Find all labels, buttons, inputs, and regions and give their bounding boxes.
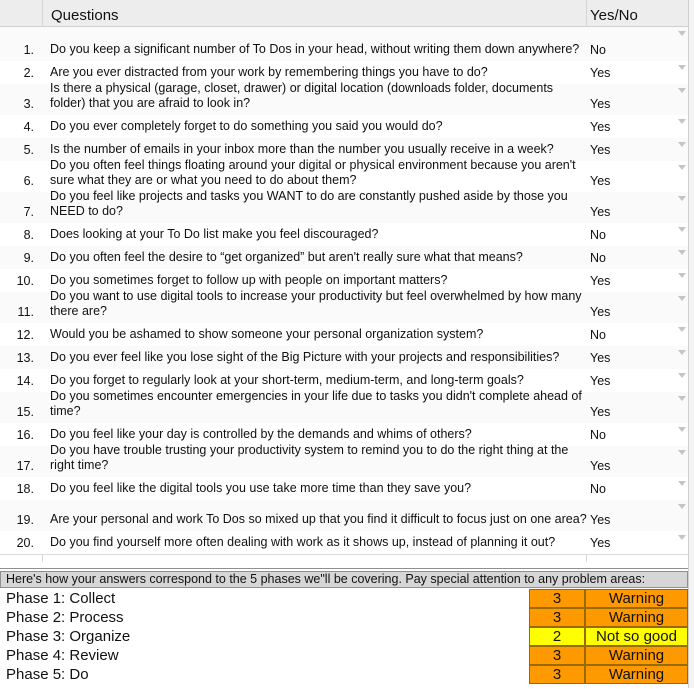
question-row xyxy=(0,531,694,555)
question-text: Are you ever distracted from your work by remembering things you have to do? xyxy=(50,65,488,79)
question-number: 9. xyxy=(23,251,34,265)
question-text: Do you sometimes encounter emergencies in your life due to tasks you didn't complete ahead of time? xyxy=(50,389,582,418)
dropdown-arrow-icon[interactable] xyxy=(678,296,686,301)
phase-row xyxy=(0,665,688,684)
dropdown-arrow-icon[interactable] xyxy=(678,196,686,201)
answer-value[interactable]: Yes xyxy=(590,536,611,550)
question-row xyxy=(0,389,694,424)
phase-row xyxy=(0,627,688,646)
phase-row xyxy=(0,589,688,608)
dropdown-arrow-icon[interactable] xyxy=(678,165,686,170)
question-text: Do you feel like the digital tools you use take more time than they save you? xyxy=(50,481,472,495)
question-text: Is the number of emails in your inbox more than the number you usually receive in a week? xyxy=(50,142,554,156)
question-text: Do you ever feel like you lose sight of the Big Picture with your projects and responsibilities? xyxy=(50,350,560,364)
question-text: Do you find yourself more often dealing with work as it shows up, instead of planning it out? xyxy=(50,535,556,549)
answer-value[interactable]: No xyxy=(590,228,606,242)
question-row xyxy=(0,346,694,370)
question-text: Do you ever completely forget to do something you said you would do? xyxy=(50,119,443,133)
question-text: Is there a physical (garage, closet, drawer) or digital location (downloads folder, documents folder) that you are afraid to look in? xyxy=(50,81,554,110)
question-row xyxy=(0,27,694,62)
question-row xyxy=(0,189,694,224)
question-text: Do you feel like your day is controlled by the demands and whims of others? xyxy=(50,427,472,441)
answer-value[interactable]: Yes xyxy=(590,205,611,219)
question-number: 6. xyxy=(23,174,34,188)
question-text: Do you keep a significant number of To Dos in your head, without writing them down anywhere? xyxy=(50,42,580,56)
question-text: Do you feel like projects and tasks you WANT to do are constantly pushed aside by those you NEED to do? xyxy=(50,189,568,218)
question-number: 12. xyxy=(16,328,34,342)
dropdown-arrow-icon[interactable] xyxy=(678,273,686,278)
dropdown-arrow-icon[interactable] xyxy=(678,450,686,455)
phase-score: 3 xyxy=(529,665,585,684)
results-summary xyxy=(0,568,694,689)
dropdown-arrow-icon[interactable] xyxy=(678,373,686,378)
answer-value[interactable]: No xyxy=(590,428,606,442)
question-row xyxy=(0,223,694,247)
phase-name: Phase 2: Process xyxy=(6,609,124,626)
phase-row xyxy=(0,608,688,627)
question-number: 15. xyxy=(16,405,34,419)
question-text: Are your personal and work To Dos so mixed up that you find it difficult to focus just on one area? xyxy=(50,512,587,526)
answer-value[interactable]: Yes xyxy=(590,120,611,134)
question-row xyxy=(0,477,694,501)
question-text: Do you want to use digital tools to increase your productivity but feel overwhelmed by how many there are? xyxy=(50,289,582,318)
answer-column-header: Yes/No xyxy=(590,7,638,24)
answer-value[interactable]: No xyxy=(590,482,606,496)
dropdown-arrow-icon[interactable] xyxy=(678,350,686,355)
question-row xyxy=(0,289,694,324)
dropdown-arrow-icon[interactable] xyxy=(678,142,686,147)
answer-value[interactable]: No xyxy=(590,43,606,57)
phase-status: Warning xyxy=(585,608,688,627)
question-row xyxy=(0,115,694,139)
phase-name: Phase 1: Collect xyxy=(6,590,116,607)
answer-value[interactable]: No xyxy=(590,251,606,265)
question-number: 2. xyxy=(23,66,34,80)
question-number: 16. xyxy=(16,428,34,442)
question-number: 17. xyxy=(16,459,34,473)
question-row xyxy=(0,246,694,270)
question-text: Do you have trouble trusting your productivity system to remind you to do the right thing at the right time? xyxy=(50,443,569,472)
phase-score: 2 xyxy=(529,627,585,646)
question-number: 7. xyxy=(23,205,34,219)
question-number: 11. xyxy=(17,305,34,319)
phase-row xyxy=(0,646,688,665)
phase-name: Phase 4: Review xyxy=(6,647,119,664)
answer-value[interactable]: Yes xyxy=(590,513,611,527)
answer-value[interactable]: Yes xyxy=(590,374,611,388)
question-text: Would you be ashamed to show someone your personal organization system? xyxy=(50,327,484,341)
question-number: 3. xyxy=(23,97,34,111)
question-number: 19. xyxy=(16,513,34,527)
question-number: 14. xyxy=(16,374,34,388)
question-row xyxy=(0,443,694,478)
dropdown-arrow-icon[interactable] xyxy=(678,427,686,432)
phase-name: Phase 3: Organize xyxy=(6,628,131,645)
dropdown-arrow-icon[interactable] xyxy=(678,535,686,540)
dropdown-arrow-icon[interactable] xyxy=(678,481,686,486)
results-intro: Here's how your answers correspond to the 5 phases we"ll be covering. Pay special attention to any problem areas: xyxy=(0,571,688,588)
question-text: Do you forget to regularly look at your short-term, medium-term, and long-term goals? xyxy=(50,373,524,387)
answer-value[interactable]: Yes xyxy=(590,405,611,419)
question-number: 10. xyxy=(16,274,34,288)
question-row xyxy=(0,323,694,347)
phase-name: Phase 5: Do xyxy=(6,666,89,683)
dropdown-arrow-icon[interactable] xyxy=(678,327,686,332)
answer-value[interactable]: Yes xyxy=(590,459,611,473)
phase-status: Warning xyxy=(585,589,688,608)
question-number: 18. xyxy=(16,482,34,496)
answer-value[interactable]: Yes xyxy=(590,66,611,80)
answer-value[interactable]: Yes xyxy=(590,97,611,111)
dropdown-arrow-icon[interactable] xyxy=(678,65,686,70)
dropdown-arrow-icon[interactable] xyxy=(678,227,686,232)
sheet-right-edge xyxy=(688,0,694,688)
phase-score: 3 xyxy=(529,608,585,627)
question-number: 1. xyxy=(23,43,34,57)
dropdown-arrow-icon[interactable] xyxy=(678,504,686,509)
dropdown-arrow-icon[interactable] xyxy=(678,31,686,36)
answer-value[interactable]: Yes xyxy=(590,143,611,157)
question-text: Do you sometimes forget to follow up with people on important matters? xyxy=(50,273,448,287)
question-row xyxy=(0,81,694,116)
dropdown-arrow-icon[interactable] xyxy=(678,250,686,255)
question-number: 13. xyxy=(16,351,34,365)
answer-value[interactable]: Yes xyxy=(590,305,611,319)
answer-value[interactable]: Yes xyxy=(590,274,611,288)
answer-value[interactable]: Yes xyxy=(590,351,611,365)
dropdown-arrow-icon[interactable] xyxy=(678,88,686,93)
phase-status: Warning xyxy=(585,665,688,684)
question-row xyxy=(0,500,694,532)
phase-score: 3 xyxy=(529,589,585,608)
dropdown-arrow-icon[interactable] xyxy=(678,119,686,124)
questions-column-header: Questions xyxy=(51,7,119,24)
question-text: Do you often feel the desire to “get organized” but aren't really sure what that means? xyxy=(50,250,523,264)
question-number: 8. xyxy=(23,228,34,242)
phase-status: Not so good xyxy=(585,627,688,646)
phase-score: 3 xyxy=(529,646,585,665)
answer-value[interactable]: No xyxy=(590,328,606,342)
question-text: Does looking at your To Do list make you feel discouraged? xyxy=(50,227,379,241)
question-number: 20. xyxy=(16,536,34,550)
dropdown-arrow-icon[interactable] xyxy=(678,396,686,401)
header-row xyxy=(0,0,694,27)
phase-status: Warning xyxy=(585,646,688,665)
question-text: Do you often feel things floating around your digital or physical environment because you aren't sure what they are or what you need to do about them? xyxy=(50,158,576,187)
question-number: 5. xyxy=(23,143,34,157)
question-number: 4. xyxy=(23,120,34,134)
answer-value[interactable]: Yes xyxy=(590,174,611,188)
